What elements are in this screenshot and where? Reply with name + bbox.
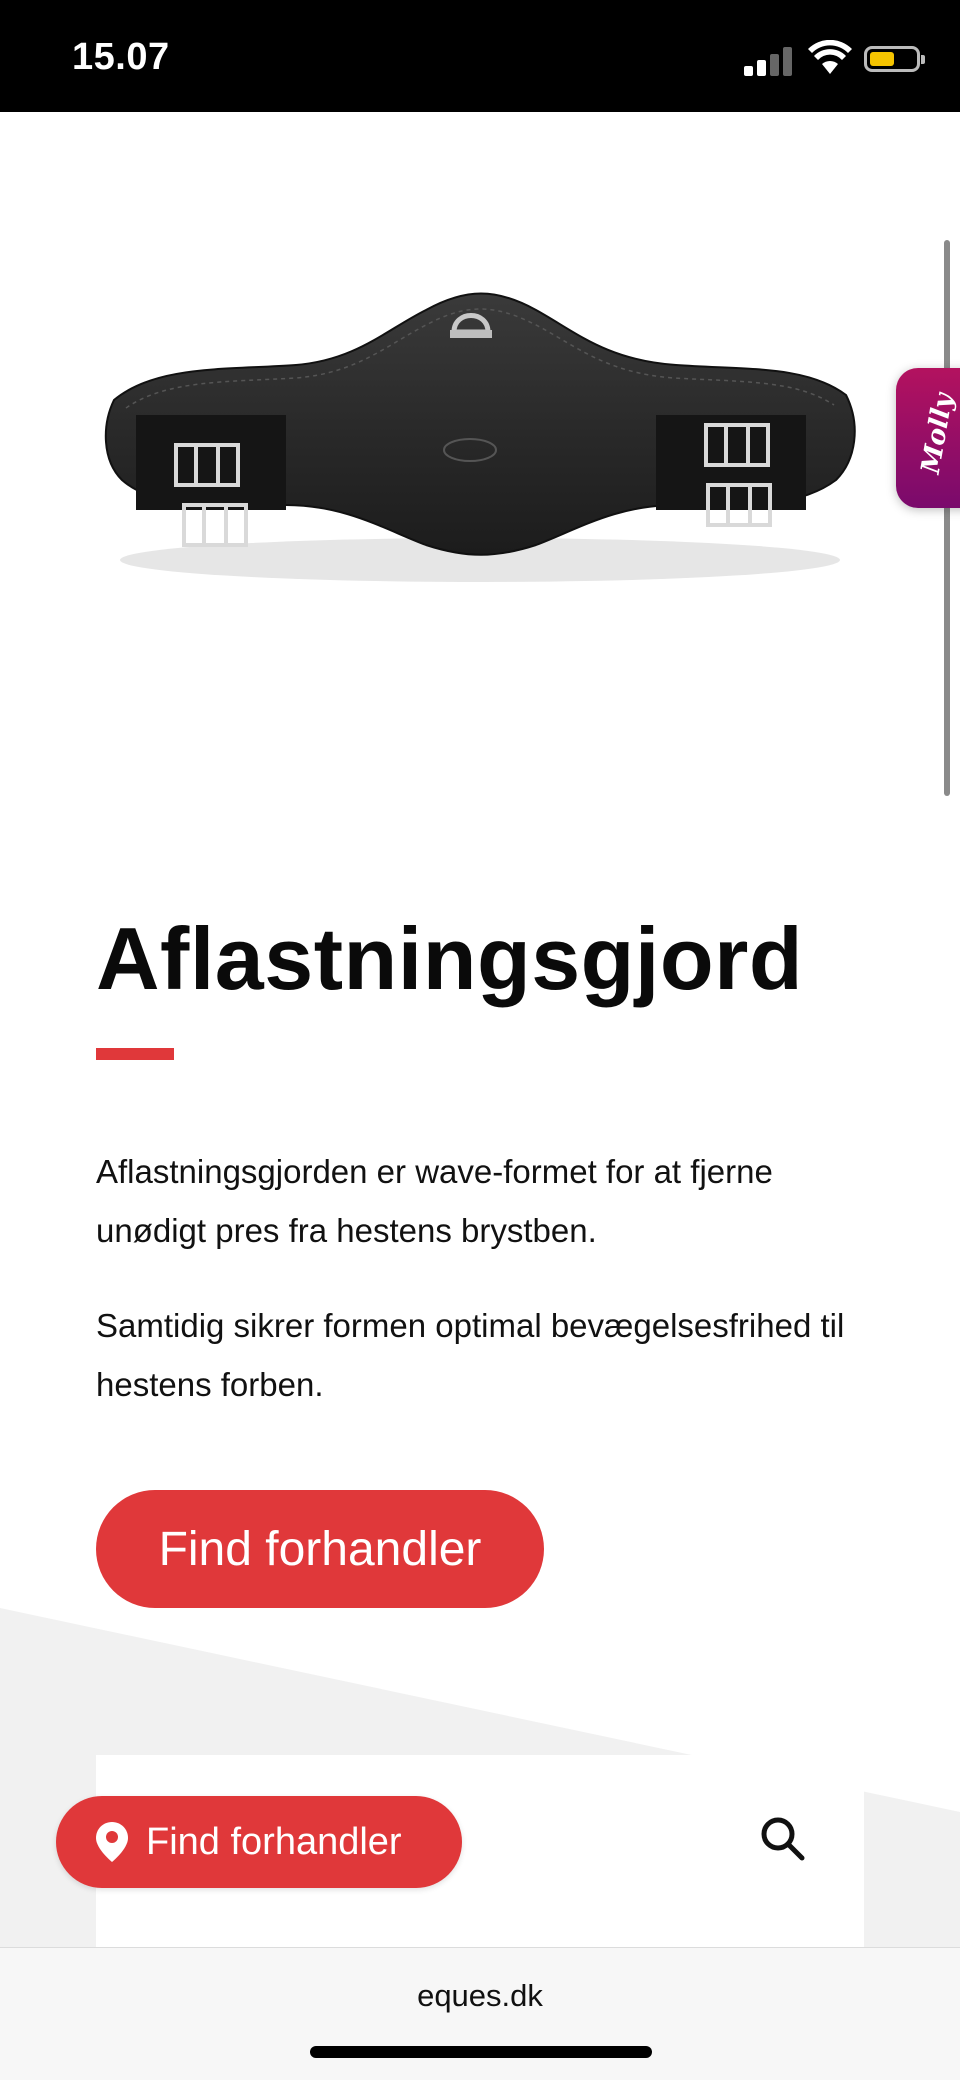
floating-find-dealer-label: Find forhandler [146, 1820, 402, 1863]
product-image [96, 160, 864, 800]
cellular-signal-icon [744, 44, 796, 76]
location-pin-icon [96, 1822, 128, 1862]
floating-find-dealer-button[interactable] [56, 1796, 462, 1888]
find-dealer-button[interactable]: Find forhandler [96, 1490, 544, 1608]
page-title: Aflastningsgjord [96, 909, 804, 1008]
wifi-icon [808, 40, 852, 76]
page-scrollbar[interactable] [944, 240, 950, 796]
browser-url[interactable]: eques.dk [417, 1978, 543, 2013]
search-button[interactable] [748, 1804, 816, 1872]
status-bar [0, 0, 960, 112]
girth-illustration [96, 160, 864, 800]
status-time: 15.07 [72, 36, 170, 78]
battery-icon [864, 46, 920, 72]
molly-label: Molly [915, 391, 960, 477]
search-icon [758, 1814, 806, 1862]
title-underline [96, 1048, 174, 1060]
molly-chat-tab[interactable] [896, 368, 960, 508]
description-paragraph-1: Aflastningsgjorden er wave-formet for at fjerne unødigt pres fra hestens brystben. [96, 1153, 773, 1249]
status-icons [744, 40, 924, 80]
battery-level [870, 52, 894, 66]
description-paragraph-2: Samtidig sikrer formen optimal bevægelsesfrihed til hestens forben. [96, 1307, 845, 1403]
browser-address-bar[interactable] [0, 1947, 960, 2080]
home-indicator[interactable] [310, 2046, 652, 2058]
